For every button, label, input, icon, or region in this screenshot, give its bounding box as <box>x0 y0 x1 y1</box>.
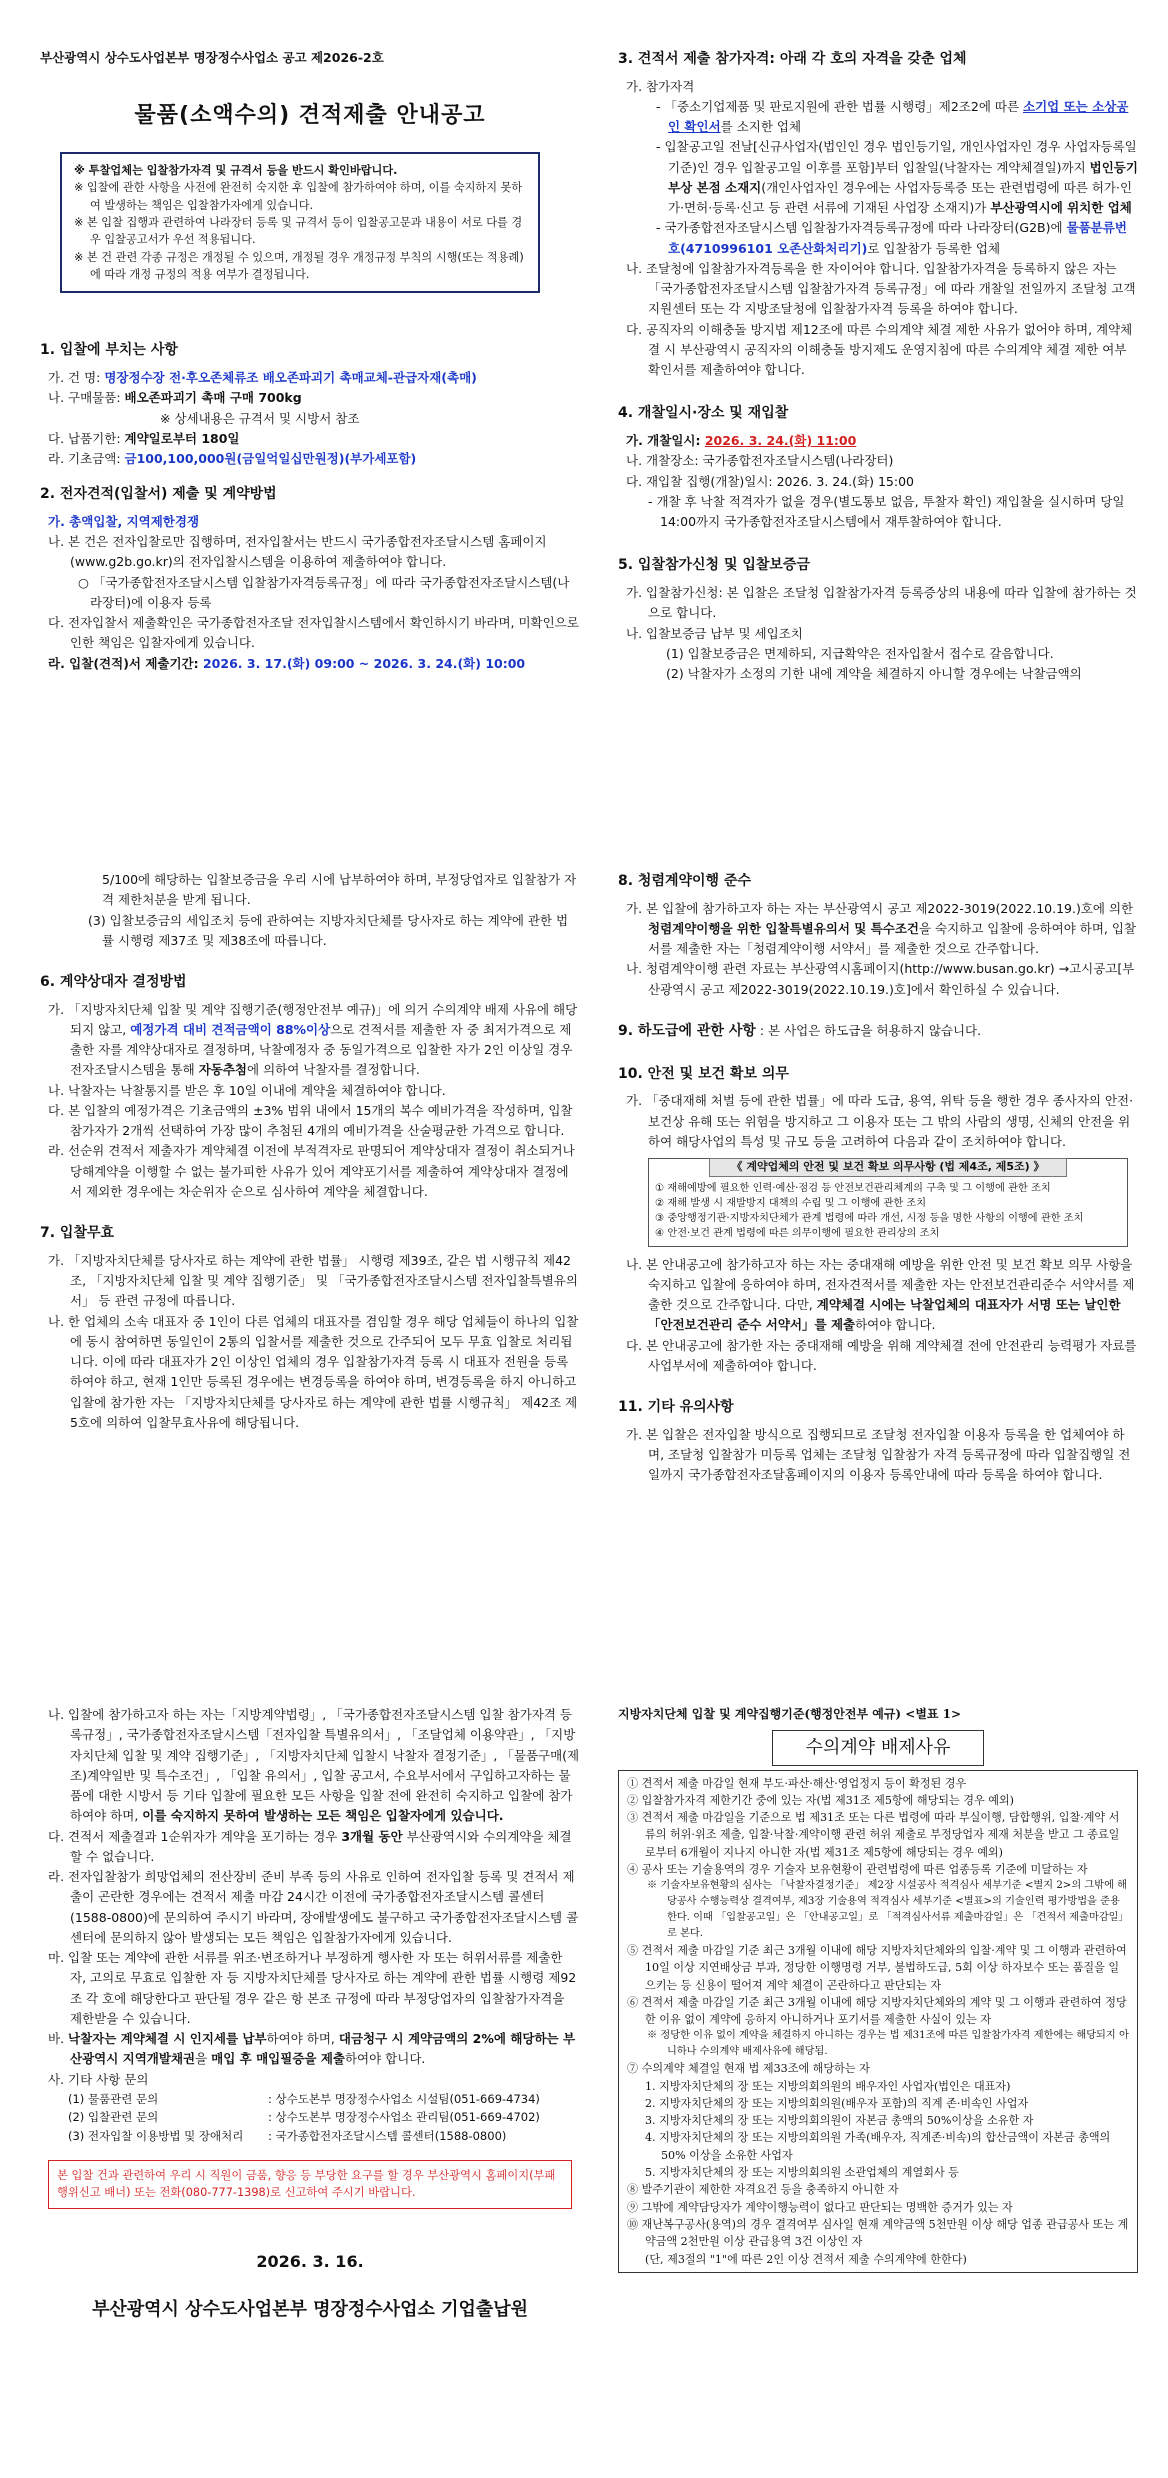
highlight: 매입 후 매입필증을 제출 <box>211 2051 345 2067</box>
item-goods <box>40 388 580 408</box>
submission-period <box>40 654 580 674</box>
other-rule-1: 가. 본 입찰은 전자입찰 방식으로 집행되므로 조달청 전자입찰 이용자 등록을 한 업체여야 하며, 조달청 입찰참가 미등록 업체는 조달청 입찰참가 자격 등록규정에 따라 입찰집행일 전일까지 국가종합전자조달홈페이지의 이용자 등록안내에 따라 등록을 하여야 합니다. <box>626 1426 1131 1483</box>
contact-row <box>40 2090 580 2109</box>
text: 나. 본 안내공고에 참가하고자 하는 자는 중대재해 예방을 위한 안전 및 보건 확보 의무 사항을 숙지하고 입찰에 응하여야 하며, 전자견적서를 제출한 자는 안전보건관리준수 서약서를 제출한 것으로 간주합니다. 다만, <box>626 1256 1135 1313</box>
exclusion-reasons-box <box>618 1770 1138 2273</box>
exclusion-reason: ② 입찰참가자격 제한기간 중에 있는 자(법 제31조 제5항에 해당되는 경우 예외) <box>627 1793 1014 1807</box>
section-3-title: 3. 견적서 제출 참가자격: 아래 각 호의 자격을 갖춘 업체 <box>618 51 967 67</box>
contact-key: (2) 입찰관련 문의 <box>68 2110 159 2125</box>
section-9 <box>618 1020 1138 1043</box>
page-5-panel <box>40 1705 580 2465</box>
goods-note: ※ 상세내용은 규격서 및 시방서 참조 <box>160 410 360 426</box>
fallback-rule: 라. 선순위 견적서 제출자가 계약체결 이전에 부적격자로 판명되어 계약상대자 결정이 취소되거나 당해계약을 이행할 수 없는 불가피한 사유가 있어 계약포기서를 제출하여 계약상대자 결정에서 제외한 경우에는 차순위자 순으로 심사하여 계약을 체결합니다. <box>48 1143 575 1199</box>
safety-evaluation-rule: 다. 본 안내공고에 참가한 자는 중대재해 예방을 위해 계약체결 전에 안전관리 능력평가 자료를 사업부서에 제출하여야 합니다. <box>626 1337 1137 1373</box>
safety-duty-item: ③ 중앙행정기관·지방자치단체가 관계 법령에 따라 개선, 시정 등을 명한 사항의 이행에 관한 조치 <box>655 1213 1084 1225</box>
highlight: 이를 숙지하지 못하여 발생하는 모든 책임은 입찰자에게 있습니다. <box>142 1808 504 1824</box>
safety-box-title: 《 계약업체의 안전 및 보건 확보 의무사항 (법 제4조, 제5조) 》 <box>709 1158 1067 1177</box>
text: 하여야 하며, <box>266 2031 339 2046</box>
notice-line: ※ 투찰업체는 입찰참가자격 및 규격서 등을 반드시 확인바랍니다. <box>74 163 398 177</box>
exclusion-reason: ⑤ 견적서 제출 마감일 기준 최근 3개월 이내에 해당 지방자치단체와의 입찰·계약 및 그 이행과 관련하여 10일 이상 지연배상금 부과, 정당한 이행명령 거부, 불법하도급, 5회 이상 하자보수 또는 품질을 일으키는 등 신용이 떨어져 계약 체결이 곤란하다고 판단되는 자 <box>627 1944 1127 1992</box>
text: 를 소지한 업체 <box>720 119 802 135</box>
notice-line: ※ 본 건 관련 각종 규정은 개정될 수 있으며, 개정될 경우 개정규정 부칙의 시행(또는 적용례)에 따라 개정 규정의 적용 여부가 결정됩니다. <box>74 250 524 282</box>
text: 으로 견적서를 제출한 자 중 최저가격으로 제출한 자를 계약상대자로 결정하며, 낙찰예정자 중 동일가격으로 입찰한 자가 2인 이상일 경우 전자조달시스템을 통해 <box>70 1021 573 1078</box>
text: (개인사업자인 경우에는 사업자등록증 또는 관련법령에 따른 허가·인가·면허·등록·신고 등 관련 서류에 기재된 사업장 소재지)가 <box>668 179 1133 216</box>
contact-row <box>40 2127 580 2146</box>
other-rule-6 <box>40 2029 580 2070</box>
section-5-title: 5. 입찰참가신청 및 입찰보증금 <box>618 557 810 574</box>
safety-duty-item: ① 재해예방에 필요한 인력·예산·점검 등 안전보건관리체계의 구축 및 그 이행에 관한 조치 <box>655 1182 1051 1194</box>
registration-rule: 나. 조달청에 입찰참가자격등록을 한 자이어야 합니다. 입찰참가자격을 등록하지 않은 자는 「국가종합전자조달시스템 입찰참가자격 등록규정」에 따라 개찰일 전일까지 조달청 고객지원센터 또는 각 지방조달청에 입찰참가자격 등록을 하여야 합니다. <box>626 260 1136 317</box>
exclusion-reason: ⑦ 수의계약 체결일 현재 법 제33조에 해당하는 자 <box>627 2062 870 2076</box>
notice-header: 부산광역시 상수도사업본부 명장정수사업소 공고 제2026-2호 <box>40 50 384 65</box>
section-7-title: 7. 입찰무효 <box>40 1225 115 1242</box>
deposit-1: (1) 입찰보증금은 면제하되, 지급확약은 전자입찰서 접수로 갈음합니다. <box>666 645 1054 661</box>
section-9-title: 9. 하도급에 관한 사항 <box>618 1022 756 1039</box>
label: 나. 구매물품: <box>48 390 125 406</box>
label: 다. 납품기한: <box>48 430 125 446</box>
bid-type: 가. 총액입찰, 지역제한경쟁 <box>48 513 200 529</box>
exclusion-reason: 3. 지방자치단체의 장 또는 지방의회의원이 자본금 총액의 50%이상을 소유한 자 <box>645 2114 1034 2128</box>
appendix-header: 지방자치단체 입찰 및 계약집행기준(행정안전부 예규) <별표 1> <box>618 1707 962 1721</box>
highlight: 자동추첨 <box>198 1062 248 1078</box>
inquiry-label: 사. 기타 사항 문의 <box>48 2071 149 2087</box>
contact-row <box>40 2108 580 2127</box>
other-rule-4: 라. 전자입찰참가 희망업체의 전산장비 준비 부족 등의 사유로 인하여 전자입찰 등록 및 견적서 제출이 곤란한 경우에는 견적서 제출 마감 24시간 이전에 국가종합전자조달시스템 콜센터(1588-0800)에 문의하여 주시기 바라며, 장애발생에도 불구하고 국가종합전자조달시스템 콜센터에 문의하지 않아 발생되는 모든 책임은 입찰참가자에게 있습니다. <box>48 1869 579 1945</box>
exclusion-reason: 1. 지방자치단체의 장 또는 지방의회의원의 배우자인 사업자(법인은 대표자) <box>645 2079 1011 2093</box>
contact-value: : 상수도본부 명장정수사업소 관리팀(051-669-4702) <box>268 2110 540 2125</box>
item-deadline <box>40 429 580 449</box>
text: 부산광역시와 수의계약을 체결할 수 없습니다. <box>70 1828 572 1864</box>
bid-application: 가. 입찰참가신청: 본 입찰은 조달청 입찰참가자격 등록증상의 내용에 따라 입찰에 참가하는 것으로 합니다. <box>626 585 1137 621</box>
contact-key: (1) 물품관련 문의 <box>68 2091 159 2106</box>
contract-deadline: 나. 낙찰자는 낙찰통지를 받은 후 10일 이내에 계약을 체결하여야 합니다. <box>48 1082 446 1098</box>
invalid-rule-2: 나. 한 업체의 소속 대표자 중 1인이 다른 업체의 대표자를 겸임할 경우 해당 업체들이 하나의 입찰에 동시 참여하면 동일인이 2통의 입찰서를 제출한 것으로 간주되어 모두 무효 입찰로 처리됩니다. 이에 따라 대표자가 2인 이상인 업체의 경우 입찰참가자격 등록 시 대표자 전원을 등록하여야 하고, 현재 1인만 등록된 경우에는 변경등록을 하여야 하며, 변경등록을 하지 아니하고 입찰에 참가한 자는 「지방자치단체를 당사자로 하는 계약에 관한 법률 시행규칙」 제42조 제5호에 의하여 입찰무효사유에 해당됩니다. <box>48 1313 579 1430</box>
highlight: 예정가격 대비 견적금액이 88%이상 <box>130 1021 331 1037</box>
highlight: 계약체결 시에는 낙찰업체의 대표자가 서명 또는 날인한「안전보건관리 준수 서약서」를 제출 <box>648 1297 1121 1333</box>
exclusion-reason: ※ 정당한 이유 없이 계약을 체결하지 아니하는 경우는 법 제31조에 따른 입찰참가자격 제한에는 해당되지 아니하나 수의계약 배제사유에 해당됨. <box>647 2030 1129 2058</box>
highlight: 낙찰자는 계약체결 시 인지세를 납부 <box>68 2031 267 2046</box>
deposit-2: (2) 낙찰자가 소정의 기한 내에 계약을 체결하지 아니할 경우에는 낙찰금액의 <box>666 666 1082 682</box>
opening-datetime <box>618 431 1138 451</box>
subcontract-text: : 본 사업은 하도급을 허용하지 않습니다. <box>755 1022 982 1038</box>
rebid-note: - 개찰 후 낙찰 적격자가 없을 경우(별도통보 없음, 투찰자 확인) 재입찰을 실시하며 당일 14:00까지 국가종합전자조달시스템에서 재투찰하여야 합니다. <box>648 493 1125 530</box>
highlight: 소기업 또는 소상공인 확인서 <box>668 98 1129 135</box>
label: 가. 개찰일시: <box>626 433 705 449</box>
exclusion-reason: 5. 지방자치단체의 장 또는 지방의회의원 소관업체의 계열회사 등 <box>645 2166 959 2180</box>
item-name <box>40 368 580 388</box>
safety-duty-item: ② 재해 발생 시 재발방지 대책의 수립 및 그 이행에 관한 조치 <box>655 1197 927 1209</box>
decision-rule <box>40 1000 580 1081</box>
conflict-rule: 다. 공직자의 이해충돌 방지법 제12조에 따른 수의계약 체결 제한 사유가 없어야 하며, 계약체결 시 부산광역시 공직자의 이해충돌 방지제도 운영지침에 따른 수의계약 체결 제한 여부 확인서를 제출하여야 합니다. <box>626 321 1133 378</box>
text: 로 입찰참가 등록한 업체 <box>867 240 1001 256</box>
text: 하여야 합니다. <box>344 2051 426 2067</box>
integrity-reference: 나. 청렴계약이행 관련 자료는 부산광역시홈페이지(http://www.busan.go.kr) →고시공고[부산광역시 공고 제2022-3019(2022.10.19.)호]에서 확인하실 수 있습니다. <box>626 961 1135 997</box>
safety-duty-item: ④ 안전·보건 관계 법령에 따른 의무이행에 필요한 관리상의 조치 <box>655 1228 940 1240</box>
text: 나. 입찰에 참가하고자 하는 자는「지방계약법령」, 「국가종합전자조달시스템 입찰 참가자격 등록규정」, 국가종합전자조달시스템「전자입찰 특별유의서」, 「조달업체 이용약관」, 「지방자치단체 입찰 및 계약 집행기준」, 「지방자치단체 입찰시 낙찰자 결정기준」, 「물품구매(제조)계약일반 및 특수조건」, 「입찰 유의서」, 입찰 공고서, 수요부서에서 구입하고자하는 물품에 대한 시방서 등 기타 입찰에 필요한 모든 사항을 입찰 전에 완전히 숙지하고 입찰에 참가하여야 하며, <box>48 1707 580 1824</box>
confirm-rule: 다. 전자입찰서 제출확인은 국가종합전자조달 전자입찰시스템에서 확인하시기 바라며, 미확인으로 인한 책임은 입찰자에게 있습니다. <box>48 615 579 651</box>
section-8-title: 8. 청렴계약이행 준수 <box>618 873 751 889</box>
highlight: 대금청구 시 계약금액의 2%에 해당하는 부산광역시 지역개발채권 <box>70 2031 576 2067</box>
contact-value: : 국가종합전자조달시스템 콜센터(1588-0800) <box>268 2129 507 2143</box>
text: 바. <box>48 2031 69 2046</box>
page-3-panel <box>40 870 580 1650</box>
registration-note: ○ 「국가종합전자조달시스템 입찰참가자격등록규정」에 따라 국가종합전자조달시스템(나라장터)에 이용자 등록 <box>78 574 570 610</box>
page-2-panel <box>618 48 1138 818</box>
value: 명장정수장 전·후오존체류조 배오존파괴기 촉매교체-관급자재(촉매) <box>104 370 477 386</box>
exclusion-reason: (단, 제3절의 "1"에 따른 2인 이상 견적서 제출 수의계약에 한한다) <box>645 2252 967 2266</box>
safety-duty-box <box>648 1158 1128 1247</box>
value: 계약일로부터 180일 <box>124 430 240 446</box>
safety-rule: 가. 「중대재해 처벌 등에 관한 법률」에 따라 도급, 용역, 위탁 등을 행한 경우 종사자의 안전·보건상 유해 또는 위험을 방지하고 그 이용자 또는 그 밖의 사람의 생명, 신체의 안전을 위하여 해당사업의 특성 및 규모 등을 고려하여 다음과 같이 조치하여야 합니다. <box>626 1093 1134 1149</box>
section-2-title: 2. 전자견적(입찰서) 제출 및 계약방법 <box>40 486 277 503</box>
page-6-panel <box>618 1705 1138 2465</box>
other-rule-5: 마. 입찰 또는 계약에 관한 서류를 위조·변조하거나 부정하게 행사한 자 또는 허위서류를 제출한 자, 고의로 무효로 입찰한 자 등 지방자치단체를 당사자로 하는 계약에 관한 법률 시행령 제92조 각 호에 해당한다고 판단될 경우 같은 항 본조 규정에 따라 부정당업자의 입찰참가자격을 제한받을 수 있습니다. <box>48 1950 577 2026</box>
safety-pledge-rule <box>618 1255 1138 1336</box>
section-6-title: 6. 계약상대자 결정방법 <box>40 974 187 990</box>
highlight: 3개월 동안 <box>341 1828 403 1844</box>
integrity-rule <box>618 899 1138 960</box>
bid-deposit: 나. 입찰보증금 납부 및 세입조치 <box>626 625 803 641</box>
highlight: 청렴계약이행을 위한 입찰특별유의서 및 특수조건 <box>648 920 919 936</box>
corruption-report-warning: 본 입찰 건과 관련하여 우리 시 직원이 금품, 향응 등 부당한 요구를 할 경우 부산광역시 홈페이지(부패행위신고 배너) 또는 전화(080-777-1398)로 신고하여 주시기 바랍니다. <box>48 2160 572 2209</box>
notice-date: 2026. 3. 16. <box>256 2251 364 2271</box>
deposit-3: (3) 입찰보증금의 세입조치 등에 관하여는 지방자치단체를 당사자로 하는 계약에 관한 법률 시행령 제37조 및 제38조에 따릅니다. <box>88 912 569 948</box>
text: 하여야 합니다. <box>855 1317 936 1333</box>
other-rule-2 <box>40 1705 580 1827</box>
text: - 「중소기업제품 및 판로지원에 관한 법률 시행령」제2조2에 따른 <box>656 98 1024 114</box>
deposit-continued: 5/100에 해당하는 입찰보증금을 우리 시에 납부하여야 하며, 부정당업자로 입찰참가 자격 제한처분을 받게 됩니다. <box>102 872 577 908</box>
qualification-1 <box>618 97 1138 138</box>
exclusion-reason: ④ 공사 또는 기술용역의 경우 기술자 보유현황이 관련법령에 따른 업종등록 기준에 미달하는 자 <box>627 1863 1088 1877</box>
text: 가. 본 입찰에 참가하고자 하는 자는 부산광역시 공고 제2022-3019(2022.10.19.)호에 의한 <box>626 900 1134 916</box>
text: 다. 견적서 제출결과 1순위자가 계약을 포기하는 경우 <box>48 1828 342 1844</box>
qualification-3 <box>618 218 1138 259</box>
appendix-title: 수의계약 배제사유 <box>772 1730 984 1765</box>
invalid-rule-1: 가. 「지방자치단체를 당사자로 하는 계약에 관한 법률」 시행령 제39조, 같은 법 시행규칙 제42조, 「지방자치단체 입찰 및 계약 집행기준」 및 「국가종합전자조달시스템 전자입찰특별유의서」 등 관련 규정에 따릅니다. <box>48 1252 578 1309</box>
section-11-title: 11. 기타 유의사항 <box>618 1399 734 1416</box>
item-base-amount <box>40 449 580 469</box>
text: 을 <box>195 2051 212 2067</box>
contact-key: (3) 전자입찰 이용방법 및 장애처리 <box>68 2129 244 2143</box>
notice-box <box>60 152 540 294</box>
value: 배오존파괴기 촉매 구매 700kg <box>124 390 302 406</box>
contact-value: : 상수도본부 명장정수사업소 시설팀(051-669-4734) <box>268 2091 540 2106</box>
highlight: 부산광역시에 위치한 업체 <box>990 200 1132 216</box>
exclusion-reason: ⑨ 그밖에 계약담당자가 계약이행능력이 없다고 판단되는 명백한 증거가 있는 자 <box>627 2200 1013 2214</box>
page-1-panel <box>40 48 580 818</box>
opening-place: 나. 개찰장소: 국가종합전자조달시스템(나라장터) <box>626 453 894 469</box>
e-bid-rule: 나. 본 건은 전자입찰로만 집행하며, 전자입찰서는 반드시 국가종합전자조달시스템 홈페이지(www.g2b.go.kr)의 전자입찰시스템을 이용하여 제출하여야 합니다. <box>48 534 547 570</box>
highlight: 법인등기부상 본점 소재지 <box>668 159 1138 195</box>
qualification-label: 가. 참가자격 <box>626 78 695 94</box>
section-1-title: 1. 입찰에 부치는 사항 <box>40 342 178 359</box>
other-rule-3 <box>40 1827 580 1868</box>
exclusion-reason: ⑩ 재난복구공사(용역)의 경우 결격여부 심사일 현재 계약금액 5천만원 이상 해당 업종 관급공사 또는 계약금액 2천만원 이상 관급용역 3건 이상인 자 <box>627 2217 1129 2249</box>
rebid-datetime: 다. 재입찰 집행(개찰)일시: 2026. 3. 24.(화) 15:00 <box>626 473 914 489</box>
issuer-name: 부산광역시 상수도사업본부 명장정수사업소 기업출납원 <box>91 2298 529 2320</box>
value: 2026. 3. 17.(화) 09:00 ~ 2026. 3. 24.(화) 10:00 <box>202 655 526 671</box>
text: 가. 「지방자치단체 입찰 및 계약 집행기준(행정안전부 예규)」에 의거 수의계약 배제 사유에 해당되지 않고, <box>48 1001 578 1037</box>
highlight: 물품분류번호(4710996101 오존산화처리기) <box>668 220 1127 256</box>
text: - 국가종합전자조달시스템 입찰참가자격등록규정에 따라 나라장터(G2B)에 <box>656 220 1067 236</box>
page-4-panel <box>618 870 1138 1650</box>
estimated-price-rule: 다. 본 입찰의 예정가격은 기초금액의 ±3% 범위 내에서 15개의 복수 예비가격을 작성하며, 입찰참가자가 2개씩 선택하여 가장 많이 추첨된 4개의 예비가격을 산술평균한 가격으로 합니다. <box>48 1102 573 1139</box>
exclusion-reason: ⑧ 발주기관이 제한한 자격요건 등을 충족하지 아니한 자 <box>627 2183 899 2197</box>
value: 금100,100,000원(금일억일십만원정)(부가세포함) <box>124 451 417 467</box>
exclusion-reason: ③ 견적서 제출 마감일을 기준으로 법 제31조 또는 다른 법령에 따라 부실이행, 담합행위, 입찰·계약 서류의 허위·위조 제출, 입찰·낙찰·계약이행 관련 허위 제출로 부정당업자 제재 처분을 받고 그 종료일로부터 6개월이 지나지 아니한 자(법 제31조 제5항에 해당되는 경우 예외) <box>627 1811 1120 1859</box>
label: 라. 기초금액: <box>48 451 125 467</box>
exclusion-reason: 4. 지방자치단체의 장 또는 지방의회의원 가족(배우자, 직계존·비속)의 합산금액이 자본금 총액의 50% 이상을 소유한 사업자 <box>645 2131 1111 2162</box>
notice-line: ※ 본 입찰 집행과 관련하여 나라장터 등록 및 규격서 등이 입찰공고문과 내용이 서로 다를 경우 입찰공고서가 우선 적용됩니다. <box>74 215 523 247</box>
value: 2026. 3. 24.(화) 11:00 <box>704 433 857 449</box>
text: 에 의하여 낙찰자를 결정합니다. <box>247 1062 420 1078</box>
section-10-title: 10. 안전 및 보건 확보 의무 <box>618 1065 789 1082</box>
label: 가. 건 명: <box>48 370 105 386</box>
exclusion-reason: ※ 기술자보유현황의 심사는 「낙찰자결정기준」 제2장 시설공사 적격심사 세부기준 <별지 2>의 그밖에 해당공사 수행능력상 결격여부, 제3장 기술용역 적격심사 세부기준 <별표>의 기술인력 평가방법을 준용한다. 이때 「입찰공고일」은 「안내공고일」로 「적격심사서류 제출마감일」은 「견적서 제출마감일」로 본다. <box>647 1880 1129 1940</box>
exclusion-reason: ⑥ 견적서 제출 마감일 기준 최근 3개월 이내에 해당 지방자치단체와의 계약 및 그 이행과 관련하여 정당한 이유 없이 계약에 응하지 아니하거나 포기서를 제출한 사실이 있는 자 <box>627 1995 1127 2027</box>
section-4-title: 4. 개찰일시·장소 및 재입찰 <box>618 405 789 422</box>
exclusion-reason: ① 견적서 제출 마감일 현재 부도·파산·해산·영업정지 등이 확정된 경우 <box>627 1776 967 1790</box>
qualification-2 <box>618 137 1138 218</box>
notice-line: ※ 입찰에 관한 사항을 사전에 완전히 숙지한 후 입찰에 참가하여야 하며, 이를 숙지하지 못하여 발생하는 책임은 입찰참가자에게 있습니다. <box>74 181 523 212</box>
exclusion-reason: 2. 지방자치단체의 장 또는 지방의회의원(배우자 포함)의 직계 존·비속인 사업자 <box>645 2096 1029 2110</box>
text: 을 숙지하고 입찰에 응하여야 하며, 입찰서를 제출한 자는「청렴계약이행 서약서」를 제출한 것으로 간주합니다. <box>648 920 1137 957</box>
document-title: 물품(소액수의) 견적제출 안내공고 <box>134 103 486 129</box>
text: - 입찰공고일 전날[신규사업자(법인인 경우 법인등기일, 개인사업자인 경우 사업자등록일 기준)인 경우 입찰공고일 이후를 포함]부터 입찰일(낙찰자는 계약체결일)까지 <box>656 139 1137 175</box>
label: 라. 입찰(견적)서 제출기간: <box>48 655 203 671</box>
